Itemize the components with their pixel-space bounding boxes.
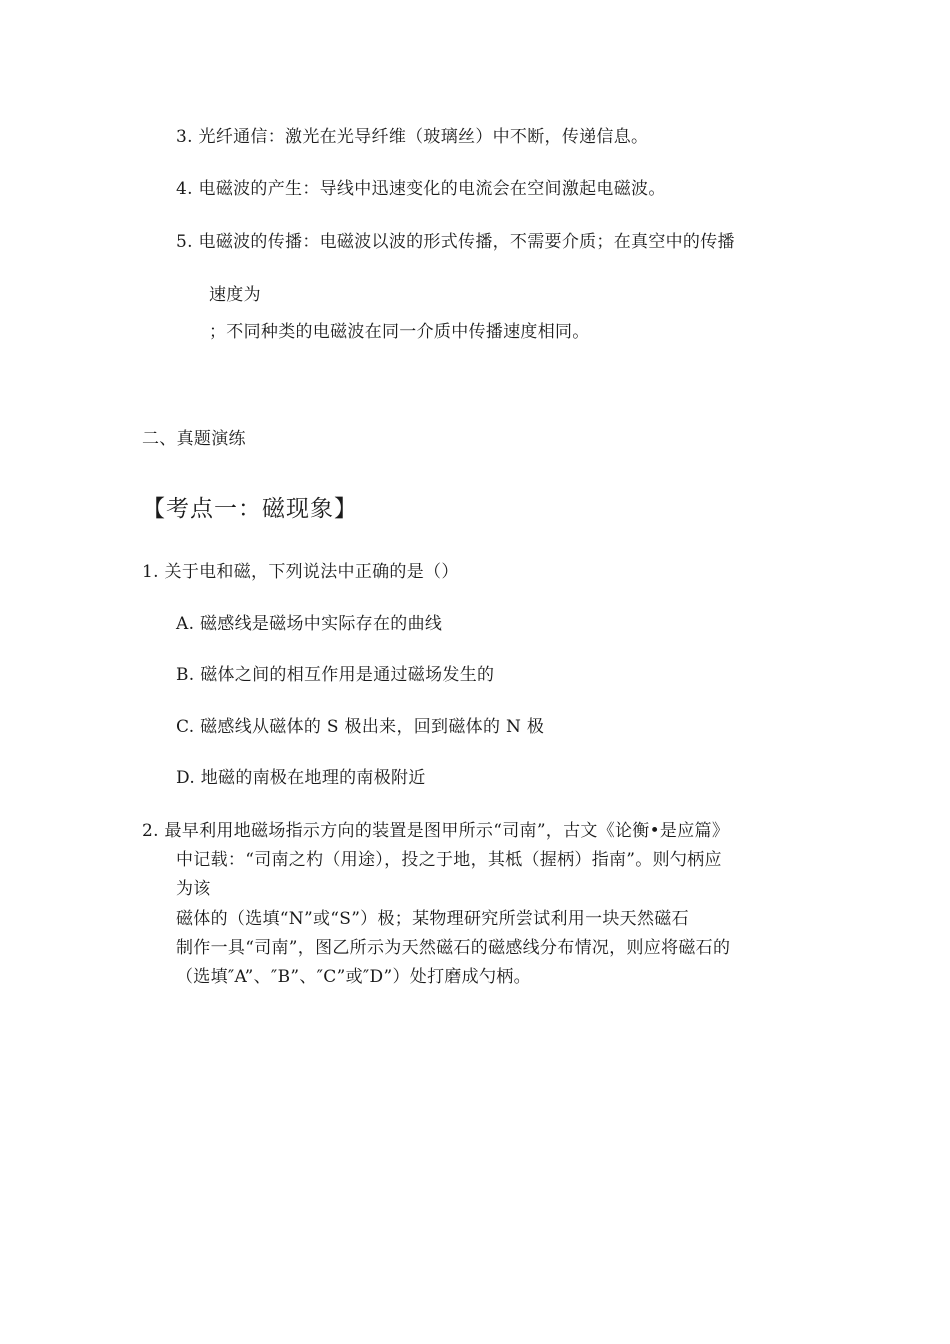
question-1-option-b: B. 磁体之间的相互作用是通过磁场发生的 <box>176 665 495 685</box>
question-1-stem: 1. 关于电和磁，下列说法中正确的是（） <box>142 562 459 582</box>
kaodian-heading: 【考点一：磁现象】 <box>142 496 358 522</box>
question-2-line-6: （选填″A”、″B”、″C”或″D”）处打磨成勺柄。 <box>176 967 531 987</box>
item-5-speed-label: 速度为 <box>209 285 261 305</box>
question-1-option-a: A. 磁感线是磁场中实际存在的曲线 <box>176 614 443 634</box>
item-5-continuation: ；不同种类的电磁波在同一介质中传播速度相同。 <box>209 322 590 342</box>
question-2-line-4: 磁体的（选填“N”或“S”）极；某物理研究所尝试利用一块天然磁石 <box>176 909 689 929</box>
question-2-line-1: 2. 最早利用地磁场指示方向的装置是图甲所示“司南”，古文《论衡•是应篇》 <box>142 821 730 841</box>
item-4-em-wave-generation: 4. 电磁波的产生：导线中迅速变化的电流会在空间激起电磁波。 <box>176 179 666 199</box>
question-2-line-2: 中记载：“司南之杓（用途），投之于地，其柢（握柄）指南”。则勺柄应 <box>176 850 722 870</box>
section-title-practice: 二、真题演练 <box>142 429 246 449</box>
item-5-em-wave-propagation: 5. 电磁波的传播：电磁波以波的形式传播，不需要介质；在真空中的传播 <box>176 232 735 252</box>
question-1-option-c: C. 磁感线从磁体的 S 极出来，回到磁体的 N 极 <box>176 717 545 737</box>
question-1-option-d: D. 地磁的南极在地理的南极附近 <box>176 768 426 788</box>
question-2-line-5: 制作一具“司南”，图乙所示为天然磁石的磁感线分布情况，则应将磁石的 <box>176 938 731 958</box>
item-3-fiber-communication: 3. 光纤通信：激光在光导纤维（玻璃丝）中不断，传递信息。 <box>176 127 649 147</box>
question-2-line-3: 为该 <box>176 879 211 899</box>
